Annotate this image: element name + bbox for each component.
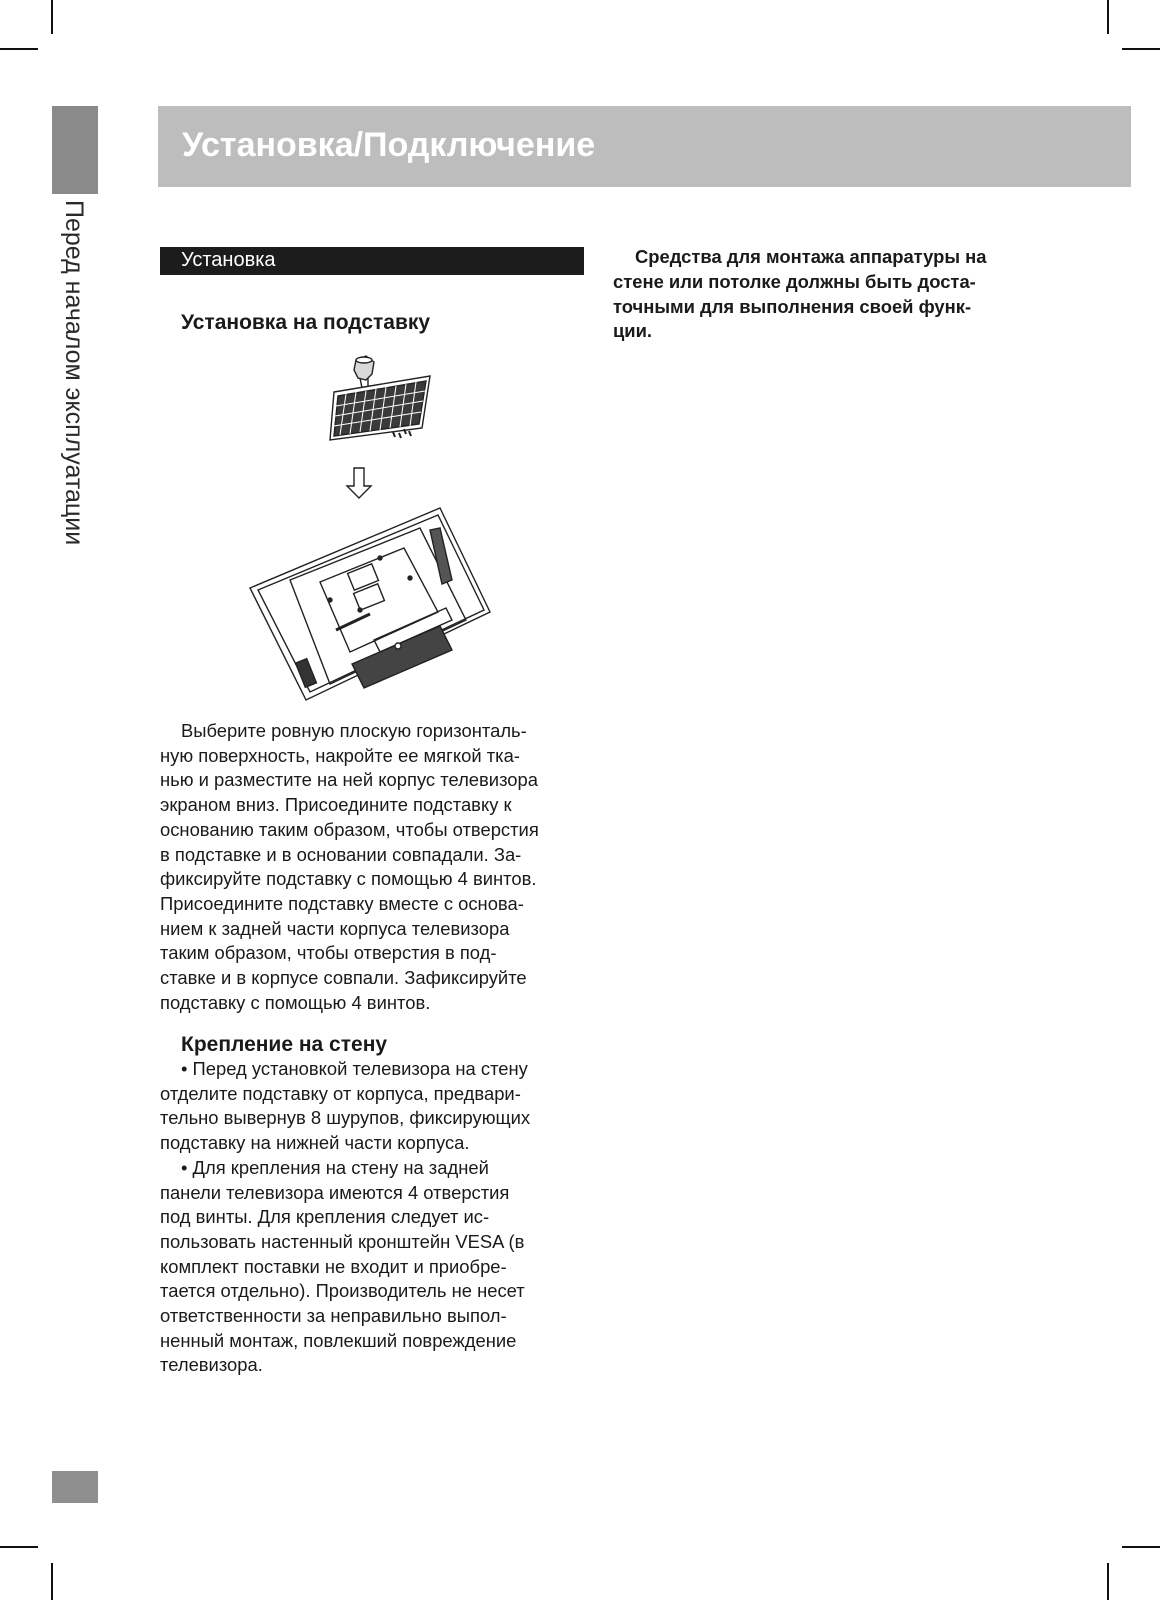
paragraph-line: телевизора.: [160, 1354, 263, 1376]
tv-back-illustration: [250, 508, 490, 700]
crop-mark: [51, 0, 53, 34]
note-line: стене или потолке должны быть доста-: [613, 270, 976, 292]
down-arrow-icon: [347, 468, 371, 498]
stand-base-illustration: [330, 356, 430, 440]
paragraph-line: пользовать настенный кронштейн VESA (в: [160, 1230, 525, 1252]
crop-mark: [1122, 48, 1160, 50]
note-line: точными для выполнения своей функ-: [613, 295, 972, 317]
wall-heading: Крепление на стену: [181, 1033, 388, 1056]
paragraph-line: таким образом, чтобы отверстия в под-: [160, 942, 497, 964]
page-title: Установка/Подключение: [182, 126, 596, 164]
paragraph-line: экраном вниз. Присоедините подставку к: [160, 794, 512, 816]
note-line: ции.: [613, 320, 653, 342]
mounting-note: [613, 245, 987, 344]
page-number-box: [52, 1471, 98, 1503]
paragraph-line: основанию таким образом, чтобы отверстия: [160, 818, 539, 840]
paragraph-line: нием к задней части корпуса телевизора: [160, 917, 510, 939]
paragraph-line: панели телевизора имеются 4 отверстия: [160, 1181, 510, 1203]
crop-mark: [1122, 1546, 1160, 1548]
header-bar: [158, 106, 1131, 187]
crop-mark: [1107, 1563, 1109, 1600]
wall-instructions: [160, 1057, 530, 1378]
paragraph-line: Присоедините подставку вместе с основа-: [160, 892, 524, 914]
paragraph-line: нью и разместите на ней корпус телевизора: [160, 769, 538, 791]
paragraph-line: ставке и в корпусе совпали. Зафиксируйте: [160, 967, 527, 989]
stand-heading: Установка на подставку: [181, 311, 431, 334]
paragraph-line: ответственности за неправильно выпол-: [160, 1305, 507, 1327]
paragraph-line: ную поверхность, накройте ее мягкой тка-: [160, 744, 520, 766]
crop-mark: [0, 1546, 38, 1548]
paragraph-line: фиксируйте подставку с помощью 4 винтов.: [160, 868, 537, 890]
stand-instructions: [160, 719, 539, 1015]
paragraph-line: Выберите ровную плоскую горизонталь-: [181, 720, 527, 741]
paragraph-line: • Для крепления на стену на задней: [181, 1156, 489, 1178]
paragraph-line: тельно вывернув 8 шурупов, фиксирующих: [160, 1107, 531, 1129]
section-title: Установка: [181, 249, 276, 271]
paragraph-line: ненный монтаж, повлекший повреждение: [160, 1329, 517, 1351]
paragraph-line: тается отдельно). Производитель не несет: [160, 1280, 525, 1302]
crop-mark: [1107, 0, 1109, 34]
paragraph-line: • Перед установкой телевизора на стену: [181, 1058, 528, 1079]
stand-installation-illustration: [240, 352, 500, 706]
paragraph-line: подставку с помощью 4 винтов.: [160, 991, 431, 1013]
paragraph-line: в подставке и в основании совпадали. За-: [160, 843, 522, 865]
side-chapter-label: Перед началом эксплуатации: [60, 200, 88, 546]
note-line: Средства для монтажа аппаратуры на: [635, 246, 987, 267]
paragraph-line: под винты. Для крепления следует ис-: [160, 1206, 490, 1228]
paragraph-line: отделите подставку от корпуса, предвари-: [160, 1082, 521, 1104]
paragraph-line: подставку на нижней части корпуса.: [160, 1132, 470, 1154]
paragraph-line: комплект поставки не входит и приобре-: [160, 1255, 507, 1277]
crop-mark: [0, 48, 38, 50]
crop-mark: [51, 1563, 53, 1600]
section-bar: [160, 247, 584, 275]
side-tab-marker: [52, 106, 98, 194]
